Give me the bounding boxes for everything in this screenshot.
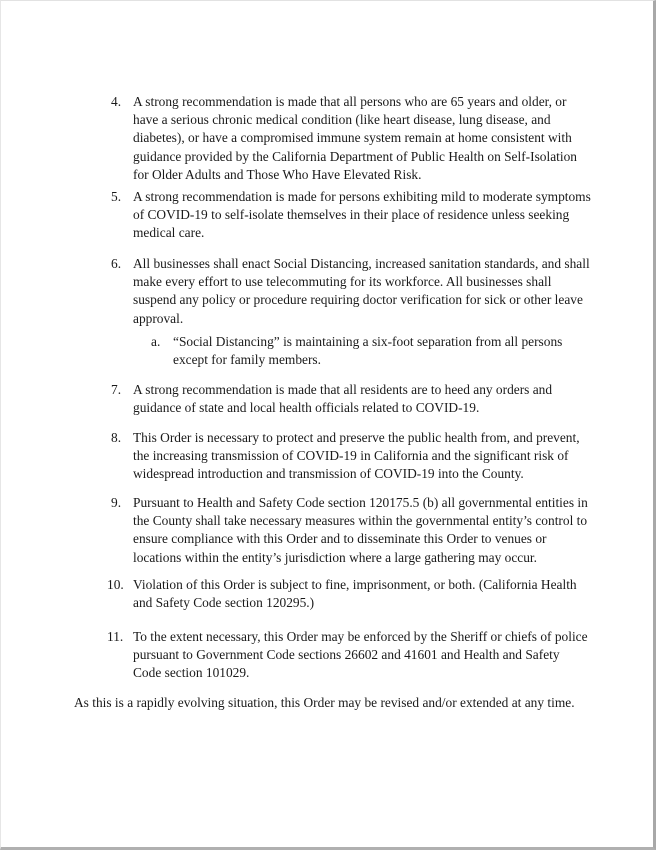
item-number: 11. [107,629,124,644]
order-subitem-6a [151,333,571,369]
item-number: 9. [111,495,122,510]
item-text: To the extent necessary, this Order may be enforced by the Sheriff or chiefs of police pursuant to Government Code sections 26602 and 41601 and Health and Safety Code section 101029. [133,629,588,681]
order-item-10 [107,576,591,612]
item-number: 6. [111,256,122,271]
item-number: 10. [107,577,124,592]
item-text: Violation of this Order is subject to fine, imprisonment, or both. (California Health and Safety Code section 120295.) [133,577,577,611]
item-number: 5. [111,189,122,204]
item-number: 8. [111,430,122,445]
item-text: Pursuant to Health and Safety Code section 120175.5 (b) all governmental entities in the County shall take necessary measures within the governmental entity’s control to ensure compliance with this Order and to disseminate this Order to venues or locations within the entity’s jurisdiction where a large gathering may occur. [133,495,588,565]
order-item-6 [111,255,591,328]
subitem-letter: a. [151,334,161,349]
item-number: 7. [111,382,122,397]
order-item-4 [111,93,591,184]
order-item-8 [111,429,591,484]
order-item-7 [111,381,591,417]
subitem-text: “Social Distancing” is maintaining a six-foot separation from all persons except for family members. [173,334,563,368]
item-text: A strong recommendation is made that all persons who are 65 years and older, or have a serious chronic medical condition (like heart disease, lung disease, and diabetes), or have a compromised immune system remain at home consistent with guidance provided by the California Department of Public Health on Self-Isolation for Older Adults and Those Who Have Elevated Risk. [133,94,578,182]
order-item-9 [111,494,591,567]
item-text: This Order is necessary to protect and preserve the public health from, and prevent, the increasing transmission of COVID-19 in California and the significant risk of widespread introduction and transmission of COVID-19 into the County. [133,430,580,482]
order-item-5 [111,188,591,243]
item-text: A strong recommendation is made for persons exhibiting mild to moderate symptoms of COVID-19 to self-isolate themselves in their place of residence unless seeking medical care. [133,189,591,241]
item-text: A strong recommendation is made that all residents are to heed any orders and guidance of state and local health officials related to COVID-19. [133,382,553,416]
order-item-11 [107,628,591,683]
item-number: 4. [111,94,122,109]
closing-statement: As this is a rapidly evolving situation, this Order may be revised and/or extended at any time. [74,695,575,710]
item-text: All businesses shall enact Social Distancing, increased sanitation standards, and shall make every effort to use telecommuting for its workforce. All businesses shall suspend any policy or procedure requiring doctor verification for sick or other leave approval. [133,256,590,326]
